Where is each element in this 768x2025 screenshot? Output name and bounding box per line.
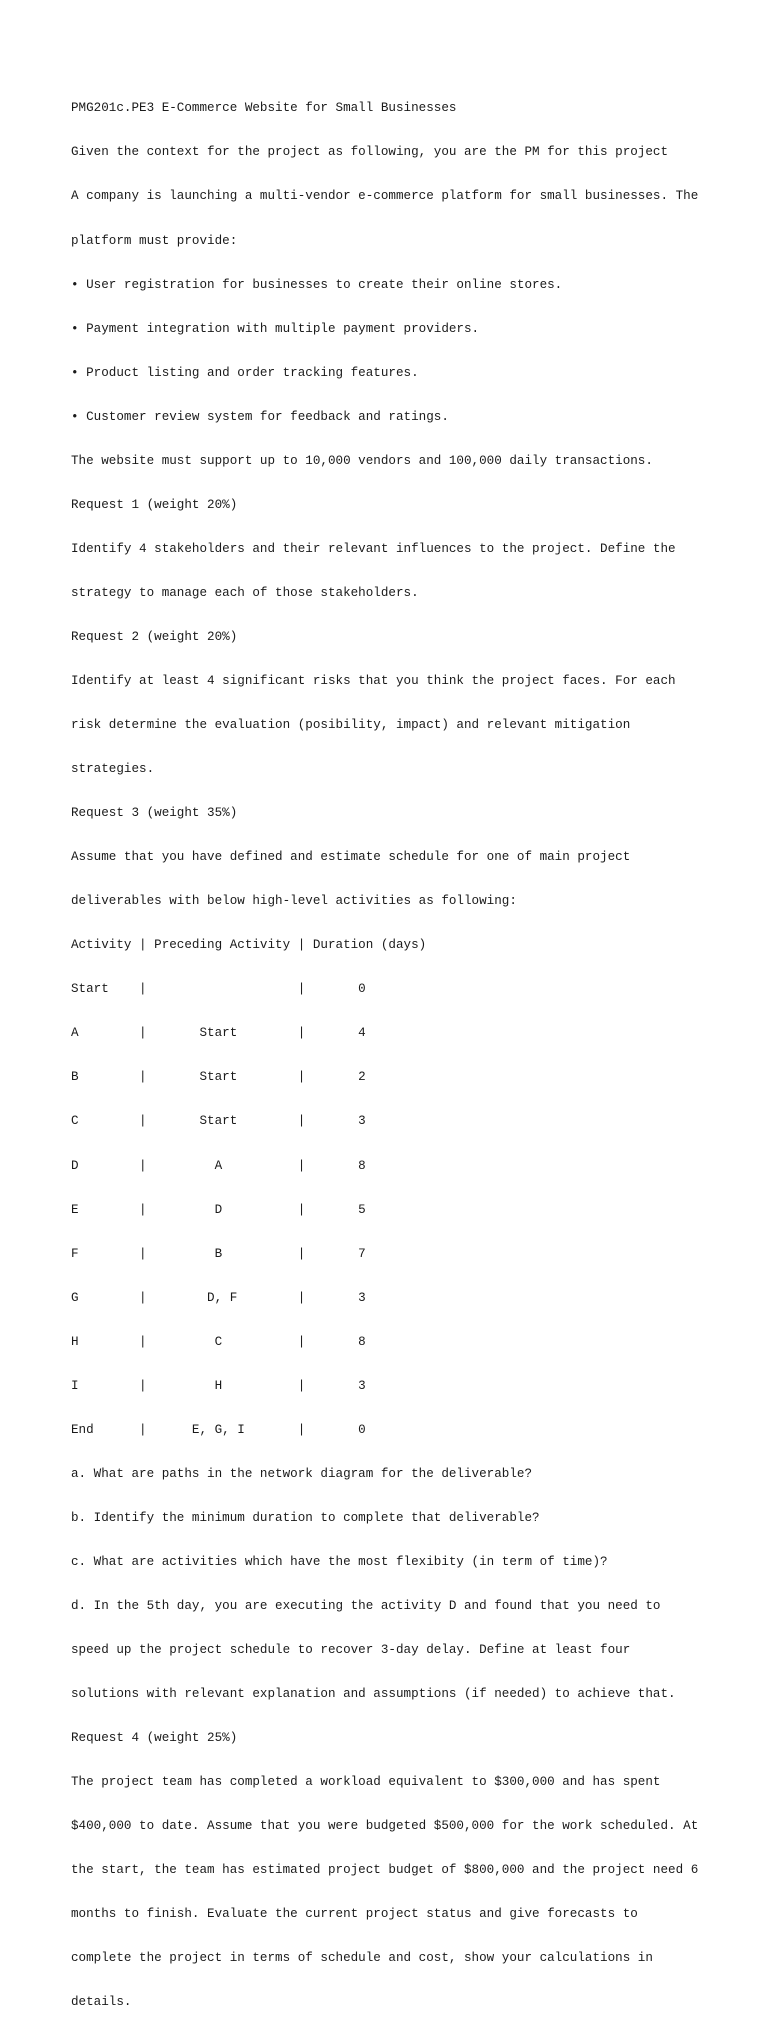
question-item: d. In the 5th day, you are executing the activity D and found that you need to [71, 1598, 661, 1613]
activity-table-row: E | D | 5 [71, 1202, 366, 1217]
question-item: speed up the project schedule to recover 3-day delay. Define at least four [71, 1643, 631, 1658]
request-heading: Request 3 (weight 35%) [71, 806, 238, 821]
activity-table-row: F | B | 7 [71, 1246, 366, 1261]
request-text: Identify 4 stakeholders and their relevant influences to the project. Define the [71, 541, 676, 556]
question-item: a. What are paths in the network diagram for the deliverable? [71, 1466, 533, 1481]
activity-table-row: End | E, G, I | 0 [71, 1422, 366, 1437]
question-item: solutions with relevant explanation and assumptions (if needed) to achieve that. [71, 1687, 676, 1702]
request-text: The project team has completed a workload equivalent to $300,000 and has spent [71, 1775, 661, 1790]
context-line: platform must provide: [71, 233, 238, 248]
bullet-item: • Product listing and order tracking features. [71, 365, 419, 380]
request-text: complete the project in terms of schedule and cost, show your calculations in [71, 1951, 653, 1966]
context-intro: Given the context for the project as following, you are the PM for this project [71, 145, 669, 160]
request-heading: Request 1 (weight 20%) [71, 497, 238, 512]
request-heading: Request 2 (weight 20%) [71, 629, 238, 644]
request-text: the start, the team has estimated project budget of $800,000 and the project need 6 [71, 1863, 699, 1878]
bullet-item: • Customer review system for feedback and ratings. [71, 409, 449, 424]
request-text: months to finish. Evaluate the current project status and give forecasts to [71, 1907, 638, 1922]
bullet-item: • Payment integration with multiple payment providers. [71, 321, 480, 336]
activity-table-row: H | C | 8 [71, 1334, 366, 1349]
request-heading: Request 4 (weight 25%) [71, 1731, 238, 1746]
bullet-item: • User registration for businesses to create their online stores. [71, 277, 563, 292]
request-text: strategies. [71, 762, 155, 777]
request-text: deliverables with below high-level activities as following: [71, 894, 517, 909]
requirement-line: The website must support up to 10,000 vendors and 100,000 daily transactions. [71, 453, 653, 468]
request-text: Identify at least 4 significant risks that you think the project faces. For each [71, 673, 676, 688]
question-item: c. What are activities which have the most flexibity (in term of time)? [71, 1554, 608, 1569]
activity-table-row: D | A | 8 [71, 1158, 366, 1173]
activity-table-row: Start | | 0 [71, 982, 366, 997]
request-text: Assume that you have defined and estimate schedule for one of main project [71, 850, 631, 865]
request-text: $400,000 to date. Assume that you were budgeted $500,000 for the work scheduled. At [71, 1819, 699, 1834]
activity-table-row: G | D, F | 3 [71, 1290, 366, 1305]
activity-table-row: A | Start | 4 [71, 1026, 366, 1041]
request-text: risk determine the evaluation (posibility, impact) and relevant mitigation [71, 718, 631, 733]
context-line: A company is launching a multi-vendor e-commerce platform for small businesses. The [71, 189, 699, 204]
activity-table-header: Activity | Preceding Activity | Duration (days) [71, 938, 427, 953]
activity-table-row: C | Start | 3 [71, 1114, 366, 1129]
activity-table-row: I | H | 3 [71, 1378, 366, 1393]
document-title: PMG201c.PE3 E-Commerce Website for Small Businesses [71, 101, 457, 116]
question-item: b. Identify the minimum duration to complete that deliverable? [71, 1510, 540, 1525]
request-text: details. [71, 1995, 132, 2010]
document-page [71, 72, 711, 2025]
activity-table-row: B | Start | 2 [71, 1070, 366, 1085]
request-text: strategy to manage each of those stakeholders. [71, 585, 419, 600]
